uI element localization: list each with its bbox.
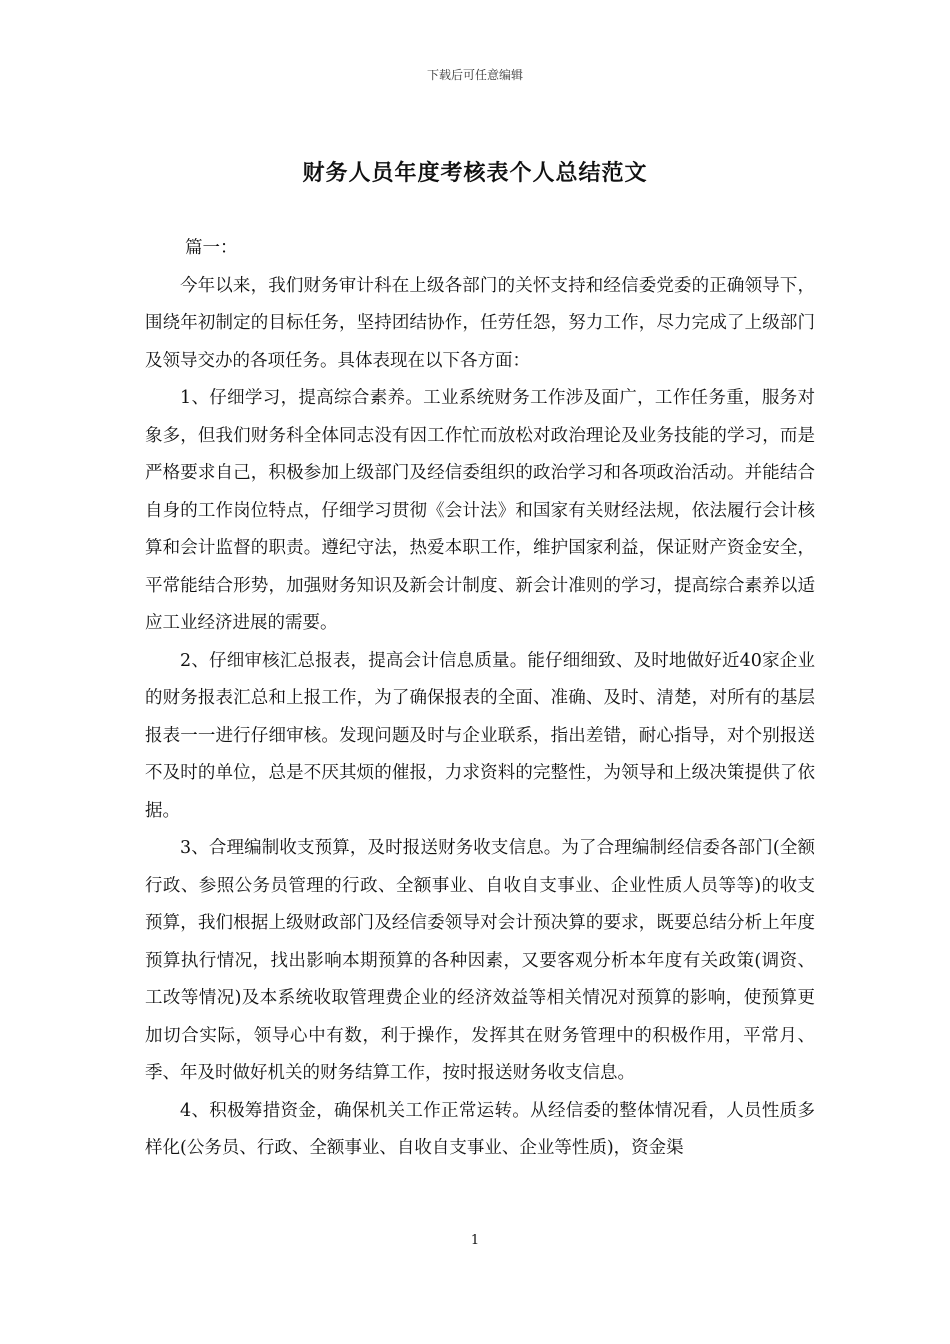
paragraph-intro: 今年以来，我们财务审计科在上级各部门的关怀支持和经信委党委的正确领导下，围绕年初制定的目标任务，坚持团结协作，任劳任怨，努力工作，尽力完成了上级部门及领导交办的各项任务。具体表现在以下各方面：: [145, 275, 815, 371]
paragraph-3: 3、合理编制收支预算，及时报送财务收支信息。为了合理编制经信委各部门(全额行政、参照公务员管理的行政、全额事业、自收自支事业、企业性质人员等等)的收支预算，我们根据上级财政部门及经信委领导对会计预决算的要求，既要总结分析上年度预算执行情况，找出影响本期预算的各种因素，又要客观分析本年度有关政策(调资、工改等情况)及本系统收取管理费企业的经济效益等相关情况对预算的影响，使预算更加切合实际，领导心中有数，利于操作，发挥其在财务管理中的积极作用，平常月、季、年及时做好机关的财务结算工作，按时报送财务收支信息。: [145, 838, 815, 1083]
document-title: 财务人员年度考核表个人总结范文: [302, 160, 648, 186]
header-note: 下载后可任意编辑: [426, 68, 523, 82]
paragraph-2: 2、仔细审核汇总报表，提高会计信息质量。能仔细细致、及时地做好近40家企业的财务报表汇总和上报工作，为了确保报表的全面、准确、及时、清楚，对所有的基层报表一一进行仔细审核。发现问题及时与企业联系，指出差错，耐心指导，对个别报送不及时的单位，总是不厌其烦的催报，力求资料的完整性，为领导和上级决策提供了依据。: [145, 650, 815, 821]
document-body: [145, 230, 815, 1168]
paragraph-4: 4、积极筹措资金，确保机关工作正常运转。从经信委的整体情况看，人员性质多样化(公务员、行政、全额事业、自收自支事业、企业等性质)，资金渠: [145, 1100, 815, 1158]
section-label: 篇一：: [185, 238, 238, 258]
page-number: 1: [470, 1233, 480, 1248]
paragraph-1: 1、仔细学习，提高综合素养。工业系统财务工作涉及面广，工作任务重，服务对象多，但我们财务科全体同志没有因工作忙而放松对政治理论及业务技能的学习，而是严格要求自己，积极参加上级部门及经信委组织的政治学习和各项政治活动。并能结合自身的工作岗位特点，仔细学习贯彻《会计法》和国家有关财经法规，依法履行会计核算和会计监督的职责。遵纪守法，热爱本职工作，维护国家利益，保证财产资金安全，平常能结合形势，加强财务知识及新会计制度、新会计准则的学习，提高综合素养以适应工业经济进展的需要。: [145, 388, 815, 633]
